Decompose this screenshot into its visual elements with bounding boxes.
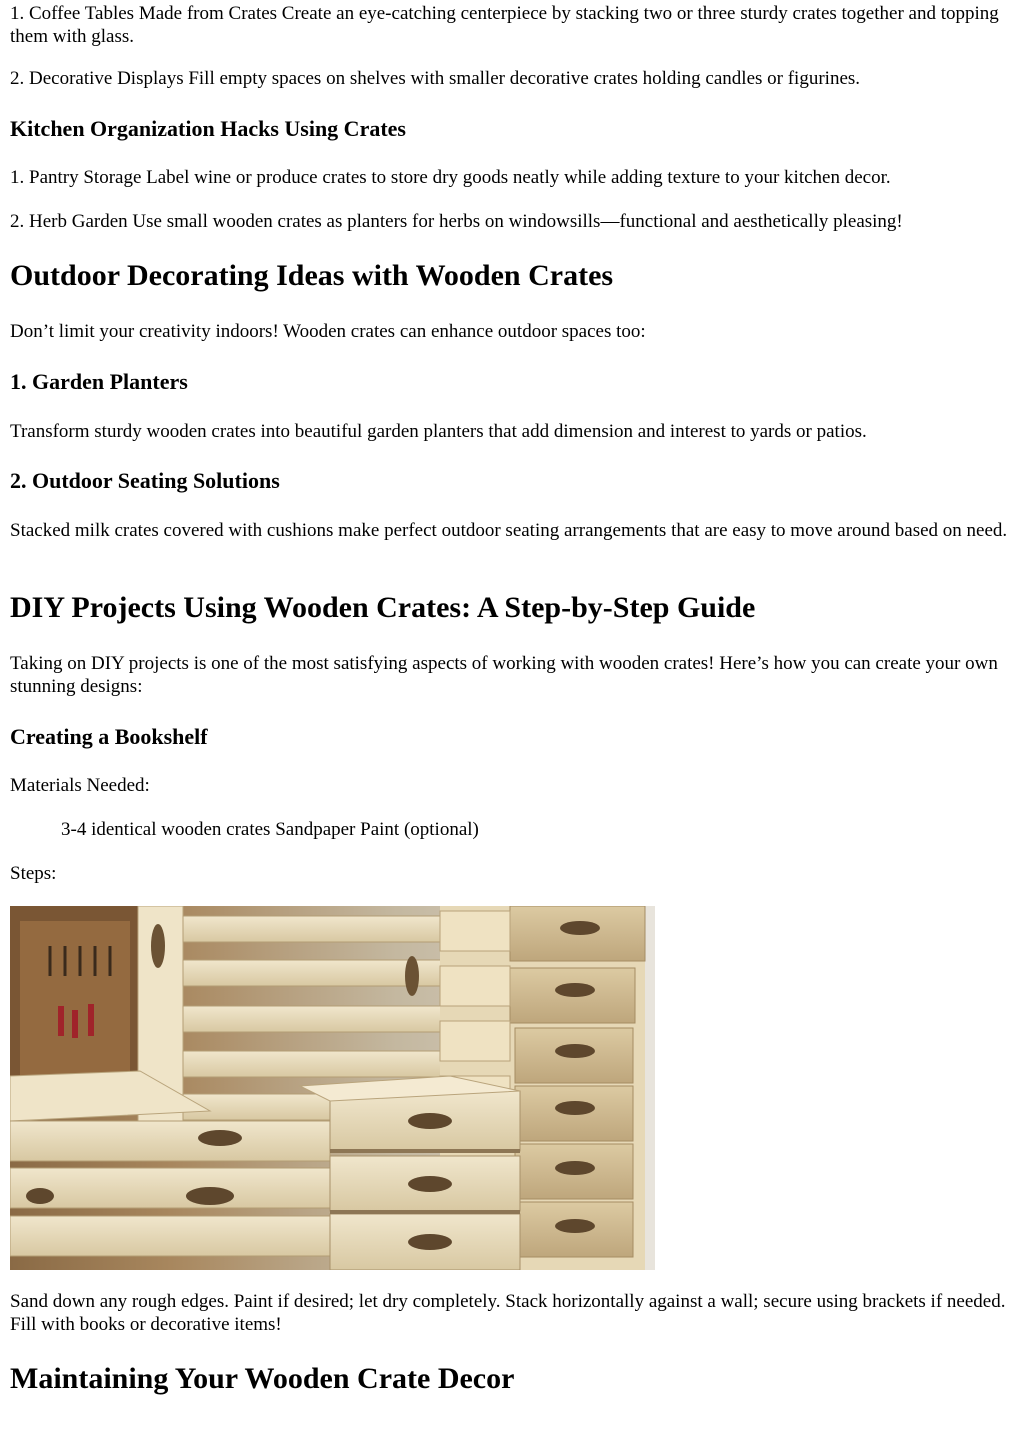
- steps-paragraph: Sand down any rough edges. Paint if desired; let dry completely. Stack horizontally against a wall; secure using brackets if needed. Fill with books or decorative items!: [10, 1291, 1006, 1335]
- materials-list: 3-4 identical wooden crates Sandpaper Paint (optional): [61, 819, 479, 840]
- diy-heading: DIY Projects Using Wooden Crates: A Step-by-Step Guide: [10, 591, 756, 624]
- herb-garden-paragraph: 2. Herb Garden Use small wooden crates as planters for herbs on windowsills—functional and aesthetically pleasing!: [10, 211, 903, 232]
- outdoor-seating-paragraph: Stacked milk crates covered with cushions make perfect outdoor seating arrangements that are easy to move around based on need.: [10, 520, 1008, 541]
- outdoor-intro-paragraph: Don’t limit your creativity indoors! Wooden crates can enhance outdoor spaces too:: [10, 321, 646, 342]
- diy-intro-paragraph: Taking on DIY projects is one of the most satisfying aspects of working with wooden crates! Here’s how you can create your own stunning designs:: [10, 653, 998, 697]
- decorative-displays-paragraph: 2. Decorative Displays Fill empty spaces on shelves with smaller decorative crates holding candles or figurines.: [10, 68, 861, 89]
- pantry-paragraph: 1. Pantry Storage Label wine or produce crates to store dry goods neatly while adding texture to your kitchen decor.: [10, 167, 891, 188]
- bookshelf-heading: Creating a Bookshelf: [10, 724, 208, 749]
- steps-label: Steps:: [10, 863, 57, 884]
- kitchen-heading: Kitchen Organization Hacks Using Crates: [10, 116, 406, 141]
- garden-planters-paragraph: Transform sturdy wooden crates into beautiful garden planters that add dimension and interest to yards or patios.: [10, 421, 867, 442]
- stacked-crates-photo: [10, 906, 655, 1270]
- outdoor-seating-heading: 2. Outdoor Seating Solutions: [10, 468, 280, 493]
- outdoor-heading: Outdoor Decorating Ideas with Wooden Crates: [10, 259, 614, 292]
- coffee-tables-paragraph: 1. Coffee Tables Made from Crates Create an eye-catching centerpiece by stacking two or three sturdy crates together and topping them with glass.: [10, 3, 999, 47]
- materials-label: Materials Needed:: [10, 775, 150, 796]
- garden-planters-heading: 1. Garden Planters: [10, 369, 188, 394]
- maintaining-heading: Maintaining Your Wooden Crate Decor: [10, 1362, 515, 1395]
